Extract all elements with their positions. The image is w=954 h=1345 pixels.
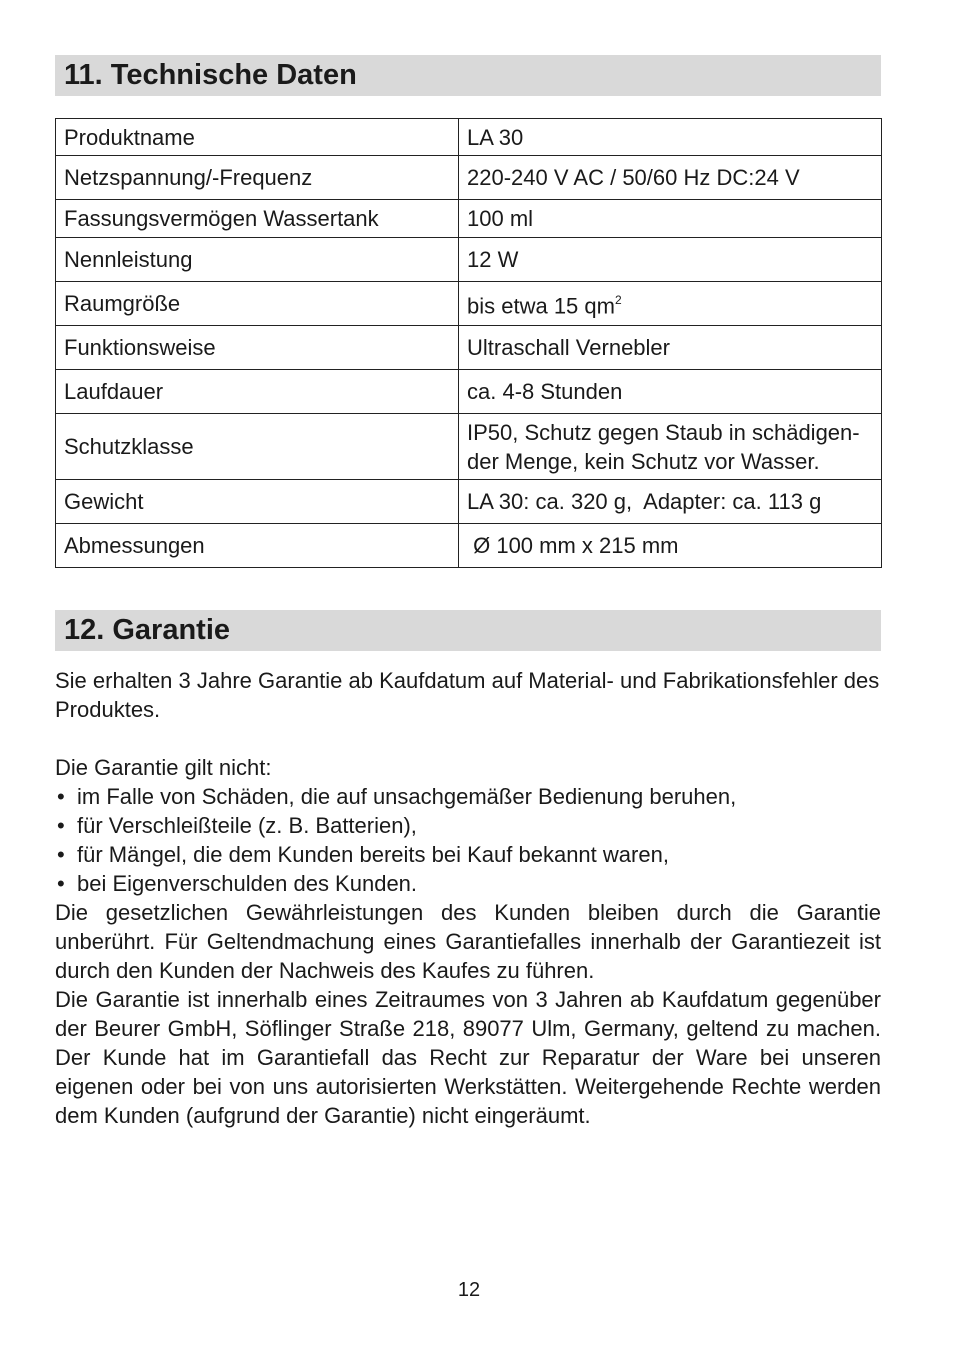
table-row [56,282,882,326]
spec-value: Ø 100 mm x 215 mm [459,524,882,568]
spec-label: Abmessungen [56,524,459,568]
spec-value: Ultraschall Vernebler [459,326,882,370]
spec-value [459,282,882,326]
spec-value: 12 W [459,238,882,282]
table-row [56,326,882,370]
spec-value-text: bis etwa 15 qm [467,293,615,319]
spec-label: Laufdauer [56,370,459,414]
table-row [56,200,882,238]
list-item: • im Falle von Schäden, die auf unsachgemäßer Bedienung beruhen, [55,782,881,811]
spec-label: Raumgröße [56,282,459,326]
spec-label: Funktionsweise [56,326,459,370]
section-12-header [55,610,881,651]
warranty-paragraph-legal: Die gesetzlichen Gewährleistungen des Kunden bleiben durch die Garantie unberührt. Für Geltendmachung eines Garantiefalles innerhalb der Garantiezeit ist durch den Kunden der Nachweis des Kaufes zu führen. [55,900,881,983]
table-row [56,238,882,282]
table-row [56,480,882,524]
warranty-exclusions-list [55,782,881,898]
spec-value: ca. 4-8 Stunden [459,370,882,414]
spec-label: Produktname [56,119,459,156]
spec-label: Gewicht [56,480,459,524]
spec-value: IP50, Schutz gegen Staub in schädigen-der Menge, kein Schutz vor Wasser. [459,414,882,480]
table-row [56,119,882,156]
section-12-title: 12. Garantie [64,614,231,646]
section-11-title: 11. Technische Daten [64,59,357,91]
warranty-exclusions-heading: Die Garantie gilt nicht: [55,755,272,780]
table-row [56,370,882,414]
list-item: • bei Eigenverschulden des Kunden. [55,869,881,898]
spec-label: Fassungsvermögen Wassertank [56,200,459,238]
spec-value: LA 30 [459,119,882,156]
warranty-intro: Sie erhalten 3 Jahre Garantie ab Kaufdatum auf Material- und Fabrikationsfehler des Produktes. [55,668,880,722]
warranty-body [55,753,881,1130]
technical-data-table [55,118,882,568]
spec-value: 220-240 V AC / 50/60 Hz DC:24 V [459,156,882,200]
superscript: 2 [614,292,622,307]
spec-label: Netzspannung/-Frequenz [56,156,459,200]
table-row [56,524,882,568]
table-row [56,156,882,200]
list-item: • für Verschleißteile (z. B. Batterien), [55,811,881,840]
spec-label: Schutzklasse [56,414,459,480]
list-item: • für Mängel, die dem Kunden bereits bei Kauf bekannt waren, [55,840,881,869]
section-11-header [55,55,881,96]
warranty-paragraph-claims: Die Garantie ist innerhalb eines Zeitraumes von 3 Jahren ab Kaufdatum gegenüber der Beurer GmbH, Söflinger Straße 218, 89077 Ulm, Germany, geltend zu machen. Der Kunde hat im Garantiefall das Recht zur Reparatur der Ware bei unseren eigenen oder bei von uns autorisierten Werkstätten. Weitergehende Rechte werden dem Kunden (aufgrund der Garantie) nicht eingeräumt. [55,987,881,1128]
spec-value: LA 30: ca. 320 g, Adapter: ca. 113 g [459,480,882,524]
page-number: 12 [457,1279,481,1301]
table-row [56,414,882,480]
spec-label: Nennleistung [56,238,459,282]
spec-value: 100 ml [459,200,882,238]
